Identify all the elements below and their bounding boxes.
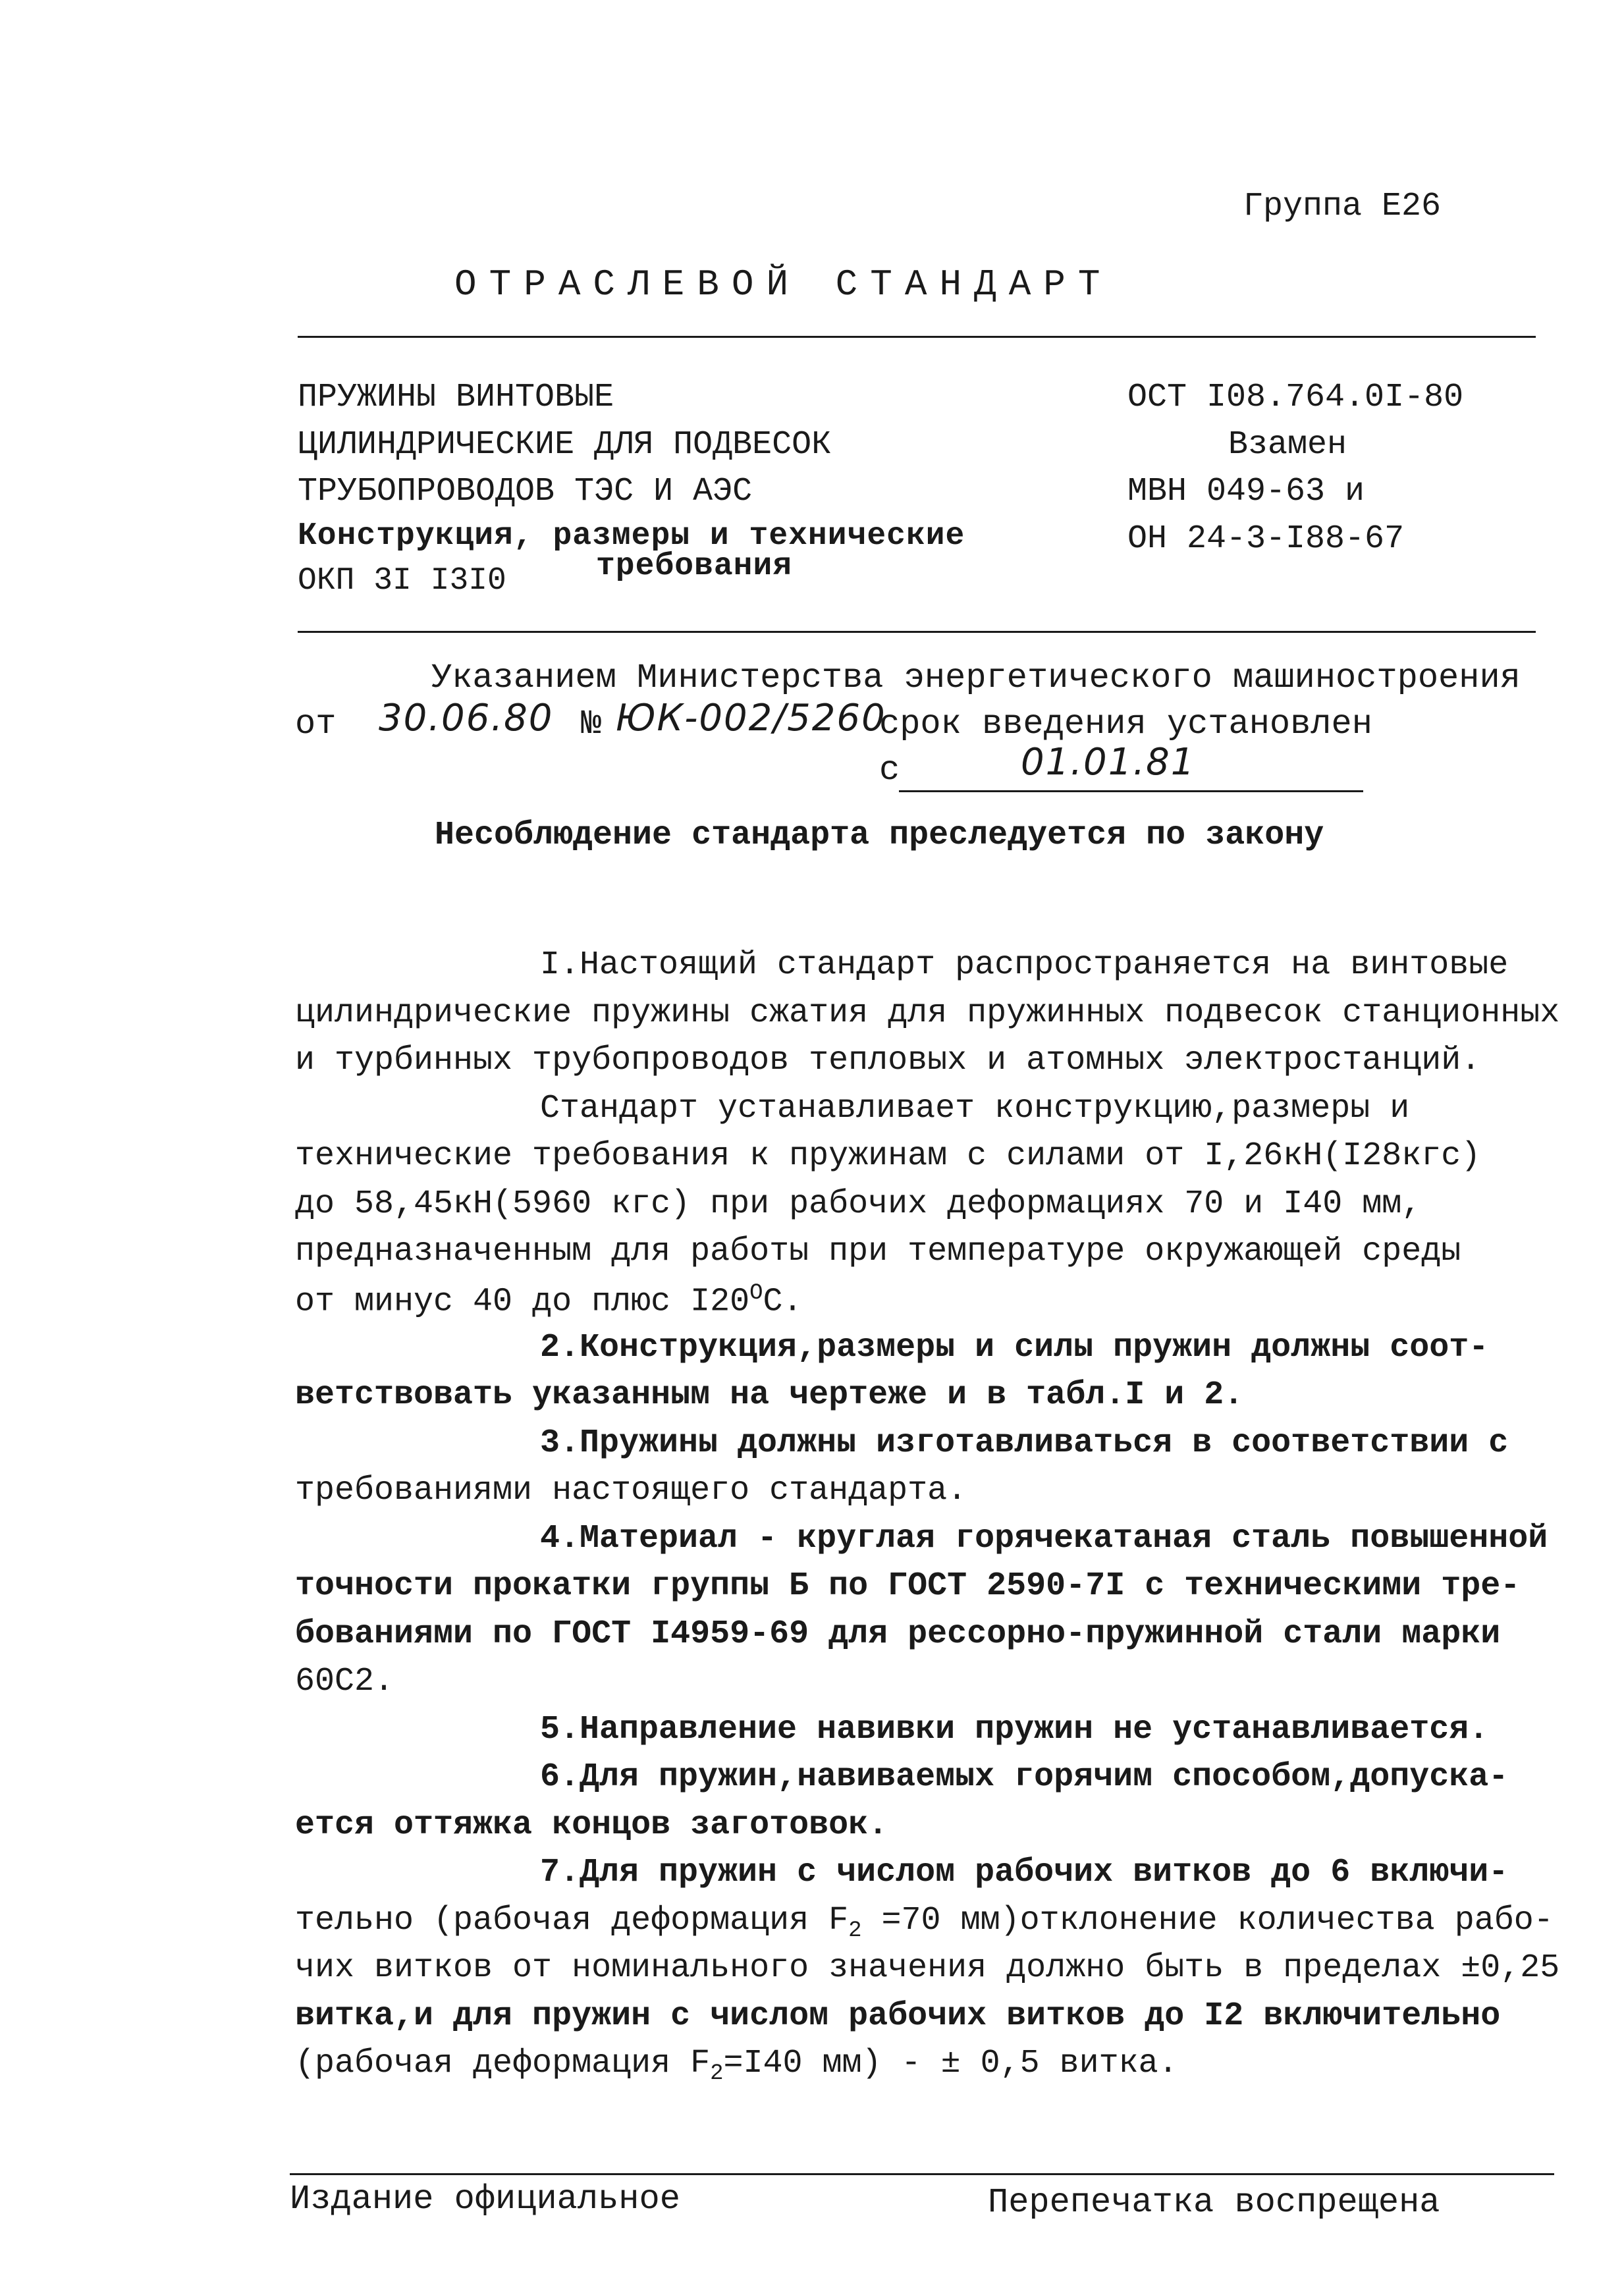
clause-1b-line-5-unit: С.: [763, 1283, 803, 1321]
clause-1b-line-5: [295, 1281, 803, 1321]
clause-7-line-1: 7.Для пружин с числом рабочих витков до 6 включи-: [540, 1854, 1509, 1891]
clause-2-line-1: 2.Конструкция,размеры и силы пружин должны соот-: [540, 1329, 1489, 1366]
clause-1b-line-2: технические требования к пружинам с силами от I,26кН(I28кгс): [295, 1137, 1481, 1175]
clause-2-line-2: ветствовать указанным на чертеже и в табл.I и 2.: [295, 1376, 1244, 1414]
replaces-label: Взамен: [1228, 426, 1347, 464]
clause-7-line-4: витка,и для пружин с числом рабочих витков до I2 включительно: [295, 1997, 1501, 2035]
clause-1b-line-1: Стандарт устанавливает конструкцию,размеры и: [540, 1090, 1410, 1127]
clause-6-line-1: 6.Для пружин,навиваемых горячим способом,допуска-: [540, 1758, 1509, 1796]
group-label: Группа Е26: [1243, 188, 1442, 225]
clause-1b-line-4: предназначенным для работы при температуре окружающей среды: [295, 1233, 1461, 1270]
clause-1-line-1: I.Настоящий стандарт распространяется на винтовые: [540, 946, 1509, 984]
clause-5-line-1: 5.Направление навивки пружин не устанавливается.: [540, 1711, 1489, 1748]
introduction-date: 01.01.81: [1021, 741, 1196, 784]
subtitle-part-1: Конструкция, размеры и технические: [298, 518, 965, 554]
subscript-2: 2: [848, 1918, 862, 1943]
subscript-2: 2: [710, 2061, 724, 2086]
clause-6-line-2: ется оттяжка концов заготовок.: [295, 1806, 888, 1844]
clause-1-line-2: цилиндрические пружины сжатия для пружинных подвесок станционных: [295, 994, 1560, 1032]
clause-1b-line-5-text: от минус 40 до плюс I20: [295, 1283, 750, 1321]
footer-rule: [290, 2173, 1554, 2175]
replaces-doc-1: МВН 049-63 и: [1127, 473, 1365, 510]
clause-1b-line-3: до 58,45кН(5960 кгс) при рабочих деформациях 70 и I40 мм,: [295, 1185, 1422, 1223]
term-text: срок введения установлен: [879, 705, 1372, 743]
clause-7-line-5-text: (рабочая деформация F: [295, 2045, 711, 2082]
document-type-heading: ОТРАСЛЕВОЙ СТАНДАРТ: [454, 263, 1113, 306]
title-line-1: ПРУЖИНЫ ВИНТОВЫЕ: [298, 379, 614, 416]
clause-4-line-3: бованиями по ГОСТ I4959-69 для рессорно-пружинной стали марки: [295, 1615, 1501, 1653]
title-line-2: ЦИЛИНДРИЧЕСКИЕ ДЛЯ ПОДВЕСОК: [298, 426, 832, 464]
top-rule: [298, 336, 1536, 338]
approval-date: 30.06.80: [379, 697, 554, 740]
replaces-doc-2: ОН 24-3-I88-67: [1127, 520, 1405, 558]
clause-7-line-2-text: тельно (рабочая деформация F: [295, 1902, 849, 1939]
clause-3-line-2: требованиями настоящего стандарта.: [295, 1472, 967, 1509]
degree-sign: О: [749, 1281, 763, 1306]
number-label: №: [581, 705, 602, 743]
okp-code: ОКП 3I I3I0: [298, 563, 506, 599]
clause-4-line-1: 4.Материал - круглая горячекатаная сталь повышенной: [540, 1520, 1548, 1557]
official-edition-label: Издание официальное: [290, 2180, 680, 2219]
standard-number: ОСТ I08.764.0I-80: [1127, 379, 1464, 416]
clause-4-line-4: 60С2.: [295, 1663, 394, 1700]
legal-notice: Несоблюдение стандарта преследуется по закону: [435, 817, 1324, 854]
approval-number: ЮК-002/5260: [616, 697, 886, 740]
clause-7-line-5: [295, 2045, 1178, 2086]
clause-1-line-3: и турбинных трубопроводов тепловых и атомных электростанций.: [295, 1042, 1481, 1079]
clause-7-line-2-rest: =70 мм)отклонение количества рабо-: [861, 1902, 1554, 1939]
clause-4-line-2: точности прокатки группы Б по ГОСТ 2590-7I с техническими тре-: [295, 1567, 1521, 1605]
from-label: от: [295, 705, 337, 743]
clause-3-line-1: 3.Пружины должны изготавливаться в соответствии с: [540, 1424, 1509, 1462]
clause-7-line-2: [295, 1902, 1554, 1943]
since-label: с: [879, 751, 900, 790]
middle-rule: [298, 631, 1536, 633]
title-line-3: ТРУБОПРОВОДОВ ТЭС И АЭС: [298, 473, 753, 510]
clause-7-line-5-rest: =I40 мм) - ± 0,5 витка.: [723, 2045, 1178, 2082]
clause-7-line-3: чих витков от номинального значения должно быть в пределах ±0,25: [295, 1949, 1560, 1987]
subtitle-part-2: требования: [596, 549, 793, 584]
reprint-prohibited-label: Перепечатка воспрещена: [988, 2183, 1440, 2222]
introduction-date-underline: [899, 790, 1363, 792]
authority-line: Указанием Министерства энергетического машиностроения: [431, 659, 1521, 697]
